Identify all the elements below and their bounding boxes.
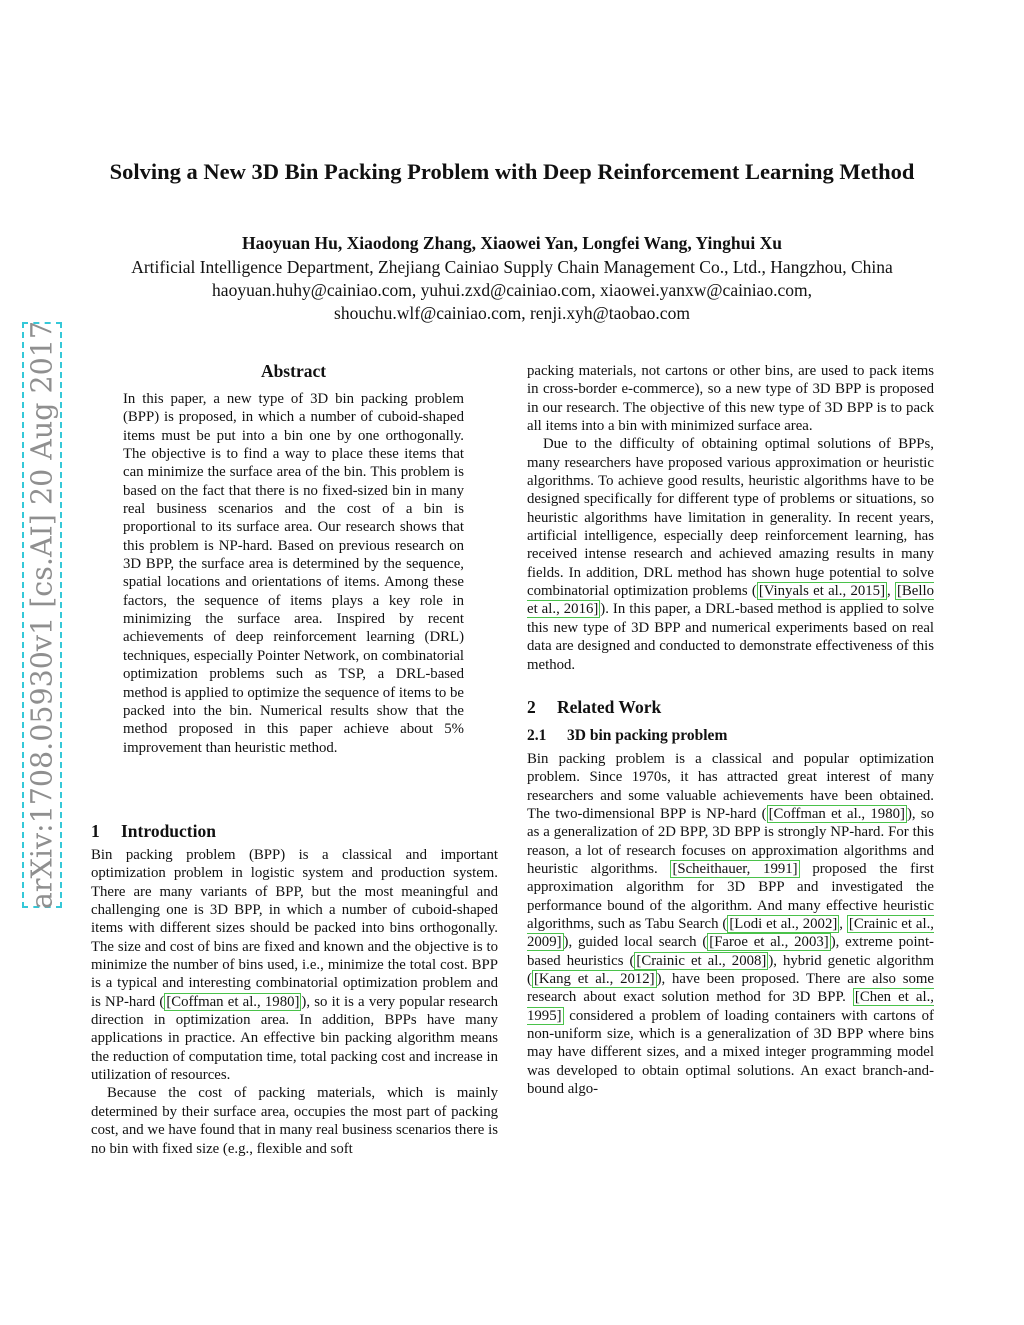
text-run: ). In this paper, a DRL-based method is applied to solve this new type of 3D BPP and numerical experiments based on real data are designed and conducted to demonstrate effectiveness of this method.	[527, 601, 934, 673]
related-work-paragraph	[527, 750, 934, 1099]
citation-link[interactable]: [Bello et al., 2016]	[527, 583, 934, 618]
subsection-number: 2.1	[527, 726, 547, 744]
affiliation-block	[40, 256, 984, 325]
arxiv-stamp[interactable]	[22, 322, 62, 908]
abstract-text: In this paper, a new type of 3D bin packing problem (BPP) is proposed, in which a number of cuboid-shaped items must be put into a bin one by one orthogonally. The objective is to find a way to place these items that can minimize the surface area of the bin. This problem is based on the fact that there is no fixed-sized bin in many real business scenarios and the cost of a bin is proportional to its surface area. Our research shows that this problem is NP-hard. Based on previous research on 3D BPP, the surface area is determined by the sequence, spatial locations and orientations of items. Among these factors, the sequence of items plays a key role in minimizing the surface area. Inspired by recent achievements of deep reinforcement learning (DRL) techniques, especially Pointer Network, on combinatorial optimization problems such as TSP, a DRL-based method is applied to optimize the sequence of items to be packed into the bin. Numerical results show that the method proposed in this paper achieve about 5% improvement than heuristic method.	[123, 391, 464, 756]
text-run: ), have been proposed. There are also some research about exact solution method for 3D BPP.	[527, 970, 934, 1006]
citation-link[interactable]: [Coffman et al., 1980]	[768, 805, 905, 822]
abstract-section	[123, 360, 464, 757]
text-run: ,	[887, 583, 895, 600]
affiliation: Artificial Intelligence Department, Zhejiang Cainiao Supply Chain Management Co., Ltd., Hangzhou, China	[131, 257, 893, 277]
emails-line-2: shouchu.wlf@cainiao.com, renji.xyh@taobao.com	[334, 303, 690, 323]
intro-paragraph-continued: packing materials, not cartons or other bins, are used to pack items in cross-border e-commerce), so a new type of 3D BPP is proposed in our research. The objective of this new type of 3D BPP is to pack all items into a bin with minimized surface area.	[527, 363, 934, 435]
author-list: Haoyuan Hu, Xiaodong Zhang, Xiaowei Yan, Longfei Wang, Yinghui Xu	[242, 233, 782, 253]
section-number: 1	[91, 821, 100, 841]
text-run: ), so as a generalization of 2D BPP, 3D BPP is strongly NP-hard. For this reason, a lot of research focuses on approximation algorithms and heuristic algorithms.	[527, 805, 934, 877]
subsection-title: 3D bin packing problem	[567, 726, 728, 744]
intro-paragraph-1	[91, 846, 498, 1084]
introduction-section	[91, 820, 498, 1158]
citation-link[interactable]: [Scheithauer, 1991]	[672, 860, 798, 877]
text-run: ), hybrid genetic algorithm (	[527, 952, 934, 987]
text-run: Bin packing problem is a classical and popular optimization problem. Since 1970s, it has attracted great interest of many researchers and some valuable achievements have been obtained. The two-dimensional BPP is NP-hard (	[527, 750, 934, 822]
arxiv-id-text: arXiv:1708.05930v1 [cs.AI] 20 Aug 2017	[25, 320, 59, 910]
citation-link[interactable]: [Coffman et al., 1980]	[166, 993, 300, 1010]
text-run: Due to the difficulty of obtaining optimal solutions of BPPs, many researchers have proposed various approximation or heuristic algorithms. To achieve good results, heuristic algorithms have to be designed specifically for different type of problems or situations, so heuristic algorithms have limitation in generality. In recent years, artificial intelligence, especially deep reinforcement learning, has received intense research and achieved amazing results in many fields. In addition, DRL method has shown huge potential to solve combinatorial optimization problems (	[527, 436, 934, 600]
right-column	[527, 362, 934, 1098]
citation-link[interactable]: [Chen et al., 1995]	[527, 989, 934, 1024]
emails-line-1: haoyuan.huhy@cainiao.com, yuhui.zxd@cainiao.com, xiaowei.yanxw@cainiao.com,	[212, 280, 812, 300]
citation-link[interactable]: [Faroe et al., 2003]	[709, 934, 829, 951]
text-run: considered a problem of loading containers with cartons of non-uniform size, which is a generalization of 3D BPP where bins may have different sizes, and a mixed integer programming model was developed to obtain optimal solutions. An exact branch-and-bound algo-	[527, 1007, 934, 1098]
citation-link[interactable]: [Lodi et al., 2002]	[729, 915, 838, 932]
section-title: Related Work	[557, 696, 662, 717]
intro-heading	[91, 820, 498, 842]
text-run: proposed the first approximation algorithm for 3D BPP and investigated the performance bound of the algorithm. And many effective heuristic algorithms, such as Tabu Search (	[527, 860, 934, 932]
citation-link[interactable]: [Crainic et al., 2008]	[636, 952, 767, 969]
section-number: 2	[527, 696, 536, 717]
related-work-heading	[527, 696, 934, 718]
text-run: ,	[839, 915, 847, 932]
text-run: ), so it is a very popular research direction in optimization area. In addition, BPPs have many applications in practice. An effective bin packing algorithm means the reduction of computation time, total packing cost and increase in utilization of resources.	[91, 993, 498, 1084]
abstract-heading: Abstract	[260, 361, 327, 381]
paper-title: Solving a New 3D Bin Packing Problem with Deep Reinforcement Learning Method	[109, 159, 915, 184]
text-run: ), extreme point-based heuristics (	[527, 934, 934, 969]
citation-link[interactable]: [Vinyals et al., 2015]	[758, 583, 885, 600]
section-title: Introduction	[121, 821, 216, 841]
text-run: ), guided local search (	[563, 934, 708, 951]
citation-link[interactable]: [Crainic et al., 2009]	[527, 915, 934, 951]
subsection-heading	[527, 726, 934, 746]
citation-link[interactable]: [Kang et al., 2012]	[533, 970, 655, 987]
text-run: Bin packing problem (BPP) is a classical and important optimization problem in logistic system and production system. There are many variants of BPP, but the most meaningful and challenging one is 3D BPP, in which a number of cuboid-shaped items with different sizes should be packed into bins orthogonally. The size and cost of bins are fixed and known and the objective is to minimize the number of bins used, i.e., minimize the total cost. BPP is a typical and interesting combinatorial optimization problem and is NP-hard (	[91, 847, 498, 1010]
intro-paragraph-2: Because the cost of packing materials, which is mainly determined by their surface area, occupies the most part of packing cost, and we have found that in many real business scenarios there is no bin with fixed size (e.g., flexible and soft	[91, 1085, 498, 1157]
intro-paragraph-3	[527, 435, 934, 673]
